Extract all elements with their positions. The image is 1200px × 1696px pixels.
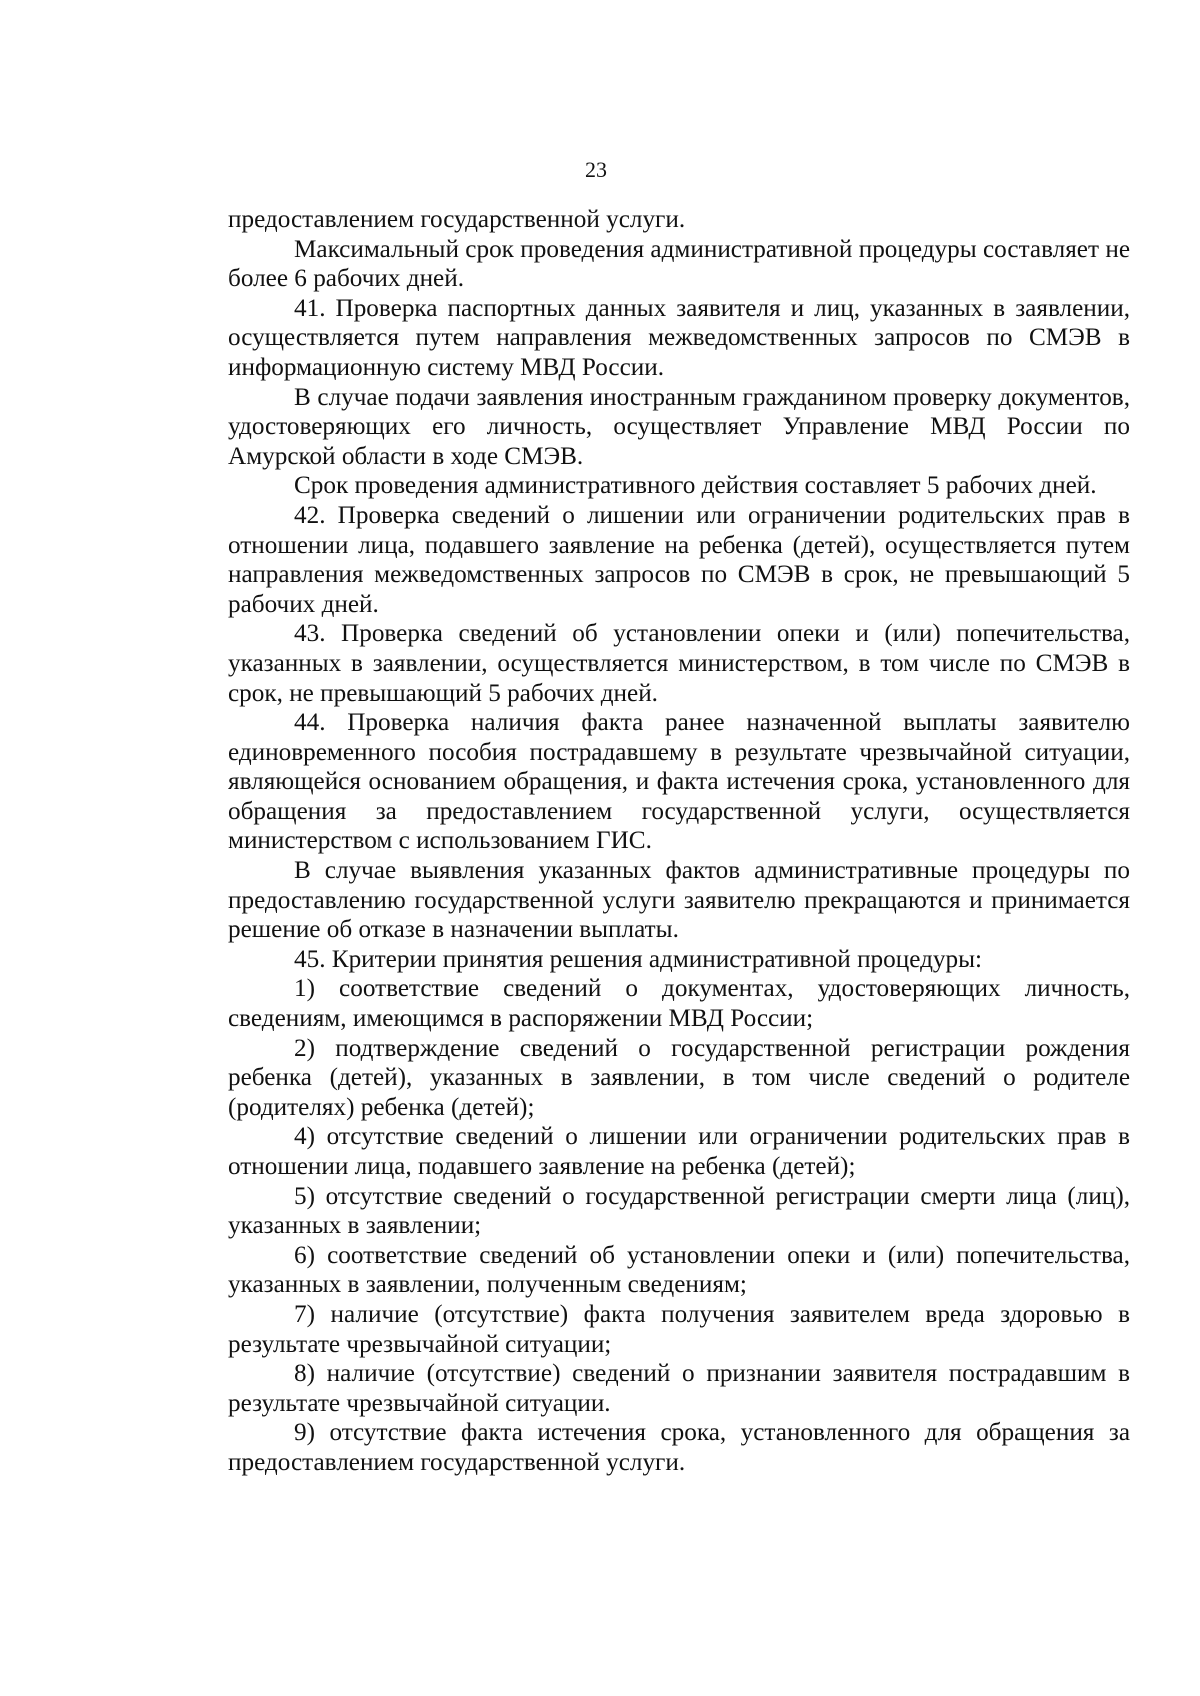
list-item-4: 4) отсутствие сведений о лишении или ограничении родительских прав в отношении лица, подавшего заявление на ребенка (детей); bbox=[228, 1123, 1130, 1180]
paragraph-42: 42. Проверка сведений о лишении или ограничении родительских прав в отношении лица, подавшего заявление на ребенка (детей), осуществляется путем направления межведомственных запросов по СМЭВ в срок, не превышающий 5 рабочих дней. bbox=[228, 501, 1130, 618]
paragraph-43: 43. Проверка сведений об установлении опеки и (или) попечительства, указанных в заявлении, осуществляется министерством, в том числе по СМЭВ в срок, не превышающий 5 рабочих дней. bbox=[228, 620, 1130, 707]
paragraph-facts-found: В случае выявления указанных фактов административные процедуры по предоставлению государственной услуги заявителю прекращаются и принимается решение об отказе в назначении выплаты. bbox=[228, 857, 1130, 944]
list-item-5: 5) отсутствие сведений о государственной регистрации смерти лица (лиц), указанных в заявлении; bbox=[228, 1182, 1130, 1240]
paragraph-45: 45. Критерии принятия решения административной процедуры: bbox=[294, 945, 982, 973]
document-body bbox=[228, 205, 1130, 1478]
paragraph-41: 41. Проверка паспортных данных заявителя и лиц, указанных в заявлении, осуществляется путем направления межведомственных запросов по СМЭВ в информационную систему МВД России. bbox=[228, 294, 1130, 381]
list-item-1: 1) соответствие сведений о документах, удостоверяющих личность, сведениям, имеющимся в распоряжении МВД России; bbox=[228, 975, 1130, 1033]
paragraph-action-term: Срок проведения административного действия составляет 5 рабочих дней. bbox=[294, 472, 1097, 500]
paragraph-44: 44. Проверка наличия факта ранее назначенной выплаты заявителю единовременного пособия пострадавшему в результате чрезвычайной ситуации, являющейся основанием обращения, и факта истечения срока, установленного для обращения за предоставлением государственной услуги, осуществляется министерством с использованием ГИС. bbox=[228, 709, 1130, 855]
list-item-2: 2) подтверждение сведений о государственной регистрации рождения ребенка (детей), указанных в заявлении, в том числе сведений о родителе (родителях) ребенка (детей); bbox=[228, 1034, 1130, 1121]
paragraph-foreign-citizen: В случае подачи заявления иностранным гражданином проверку документов, удостоверяющих его личность, осуществляет Управление МВД России по Амурской области в ходе СМЭВ. bbox=[228, 383, 1130, 470]
paragraph-continuation: предоставлением государственной услуги. bbox=[228, 206, 686, 233]
page-number: 23 bbox=[585, 157, 607, 182]
paragraph-max-term: Максимальный срок проведения административной процедуры составляет не более 6 рабочих дней. bbox=[228, 235, 1130, 293]
list-item-7: 7) наличие (отсутствие) факта получения заявителем вреда здоровью в результате чрезвычайной ситуации; bbox=[228, 1300, 1130, 1358]
list-item-9: 9) отсутствие факта истечения срока, установленного для обращения за предоставлением государственной услуги. bbox=[228, 1419, 1130, 1476]
list-item-8: 8) наличие (отсутствие) сведений о признании заявителя пострадавшим в результате чрезвычайной ситуации. bbox=[228, 1360, 1130, 1417]
list-item-6: 6) соответствие сведений об установлении опеки и (или) попечительства, указанных в заявлении, полученным сведениям; bbox=[228, 1241, 1130, 1299]
